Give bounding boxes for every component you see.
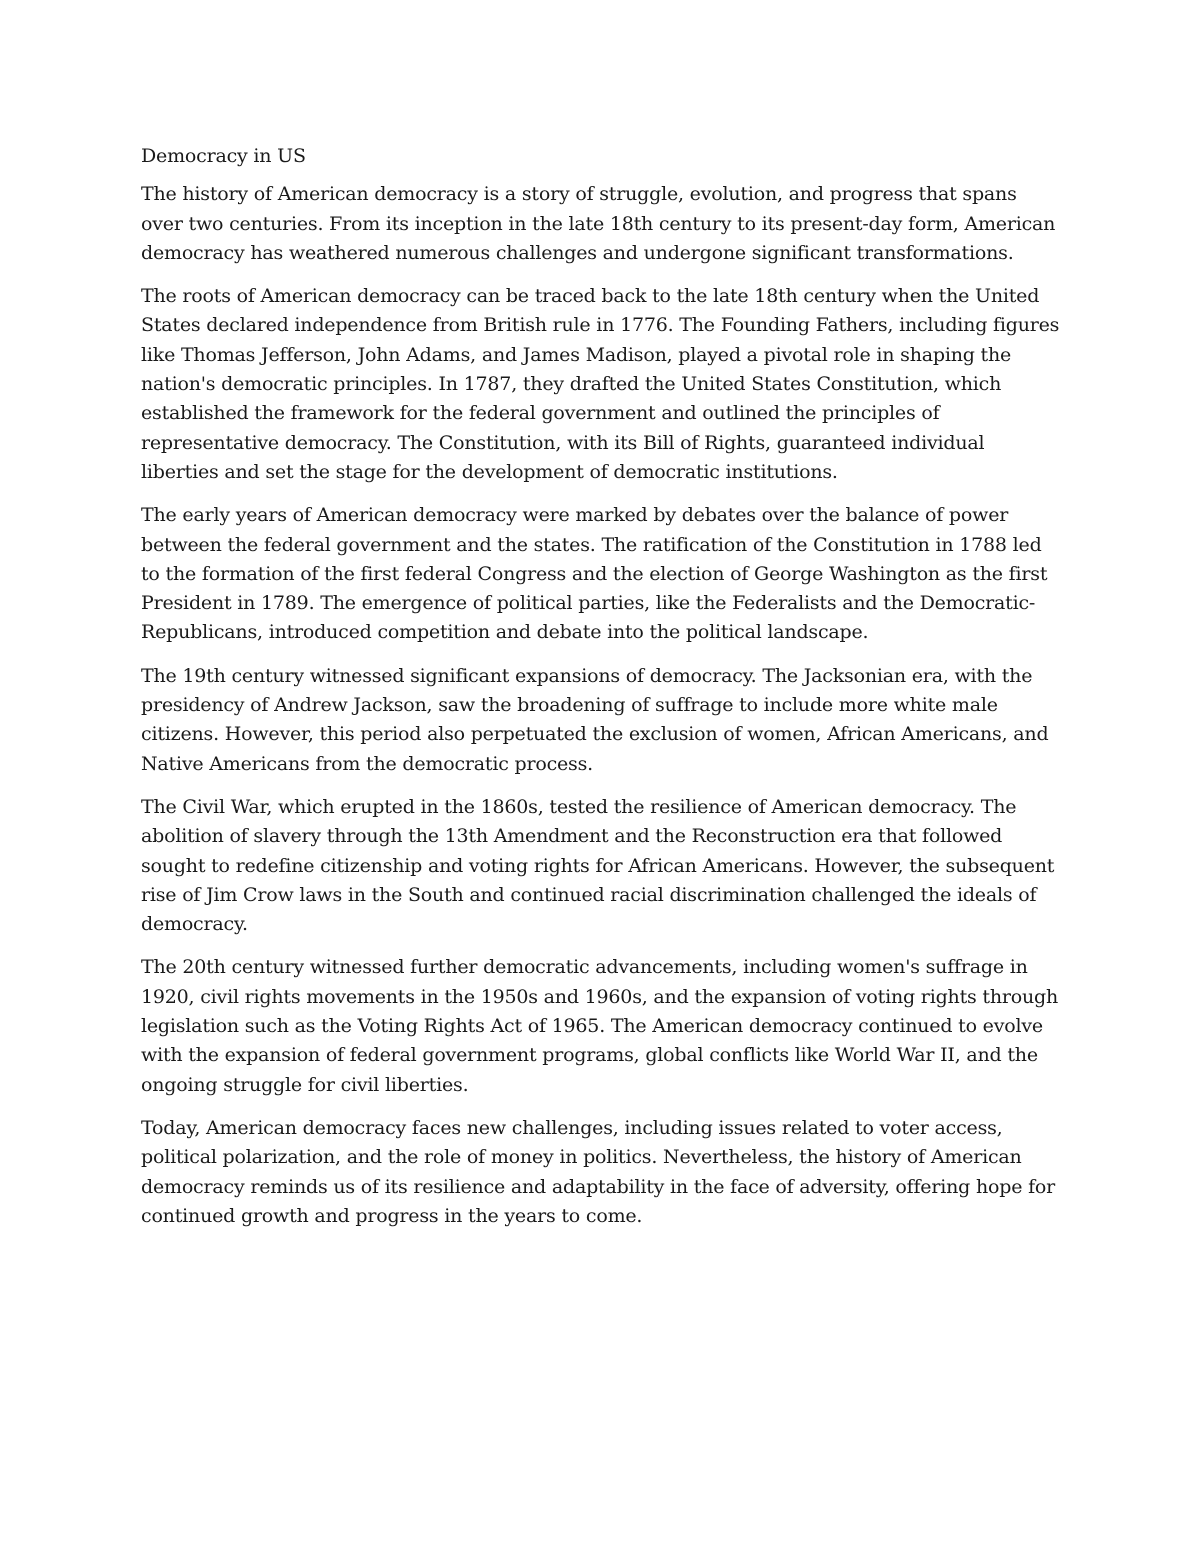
paragraph-early-years: The early years of American democracy were marked by debates over the balance of power between the federal government and the states. The ratification of the Constitution in 1788 led to the formation of the first federal Congress and the election of George Washington as the first President in 1789. The emergence of political parties, like the Federalists and the Democratic-Republicans, introduced competition and debate into the political landscape. — [141, 504, 1048, 644]
paragraph-20th-century: The 20th century witnessed further democratic advancements, including women's suffrage in 1920, civil rights movements in the 1950s and 1960s, and the expansion of voting rights through legislation such as the Voting Rights Act of 1965. The American democracy continued to evolve with the expansion of federal government programs, global conflicts like World War II, and the ongoing struggle for civil liberties. — [141, 956, 1059, 1096]
paragraph-roots: The roots of American democracy can be traced back to the late 18th century when the United States declared independence from British rule in 1776. The Founding Fathers, including figures like Thomas Jefferson, John Adams, and James Madison, played a pivotal role in shaping the nation's democratic principles. In 1787, they drafted the United States Constitution, which established the framework for the federal government and outlined the principles of representative democracy. The Constitution, with its Bill of Rights, guaranteed individual liberties and set the stage for the development of democratic institutions. — [141, 285, 1060, 483]
paragraph-today: Today, American democracy faces new challenges, including issues related to voter access, political polarization, and the role of money in politics. Nevertheless, the history of American democracy reminds us of its resilience and adaptability in the face of adversity, offering hope for continued growth and progress in the years to come. — [141, 1116, 1056, 1227]
document-body — [141, 142, 1063, 1245]
paragraph-intro: The history of American democracy is a story of struggle, evolution, and progress that spans over two centuries. From its inception in the late 18th century to its present-day form, American democracy has weathered numerous challenges and undergone significant transformations. — [141, 183, 1056, 264]
document-title: Democracy in US — [141, 145, 306, 167]
paragraph-19th-century: The 19th century witnessed significant expansions of democracy. The Jacksonian era, with the presidency of Andrew Jackson, saw the broadening of suffrage to include more white male citizens. However, this period also perpetuated the exclusion of women, African Americans, and Native Americans from the democratic process. — [141, 664, 1049, 775]
paragraph-civil-war: The Civil War, which erupted in the 1860s, tested the resilience of American democracy. The abolition of slavery through the 13th Amendment and the Reconstruction era that followed sought to redefine citizenship and voting rights for African Americans. However, the subsequent rise of Jim Crow laws in the South and continued racial discrimination challenged the ideals of democracy. — [141, 795, 1055, 936]
